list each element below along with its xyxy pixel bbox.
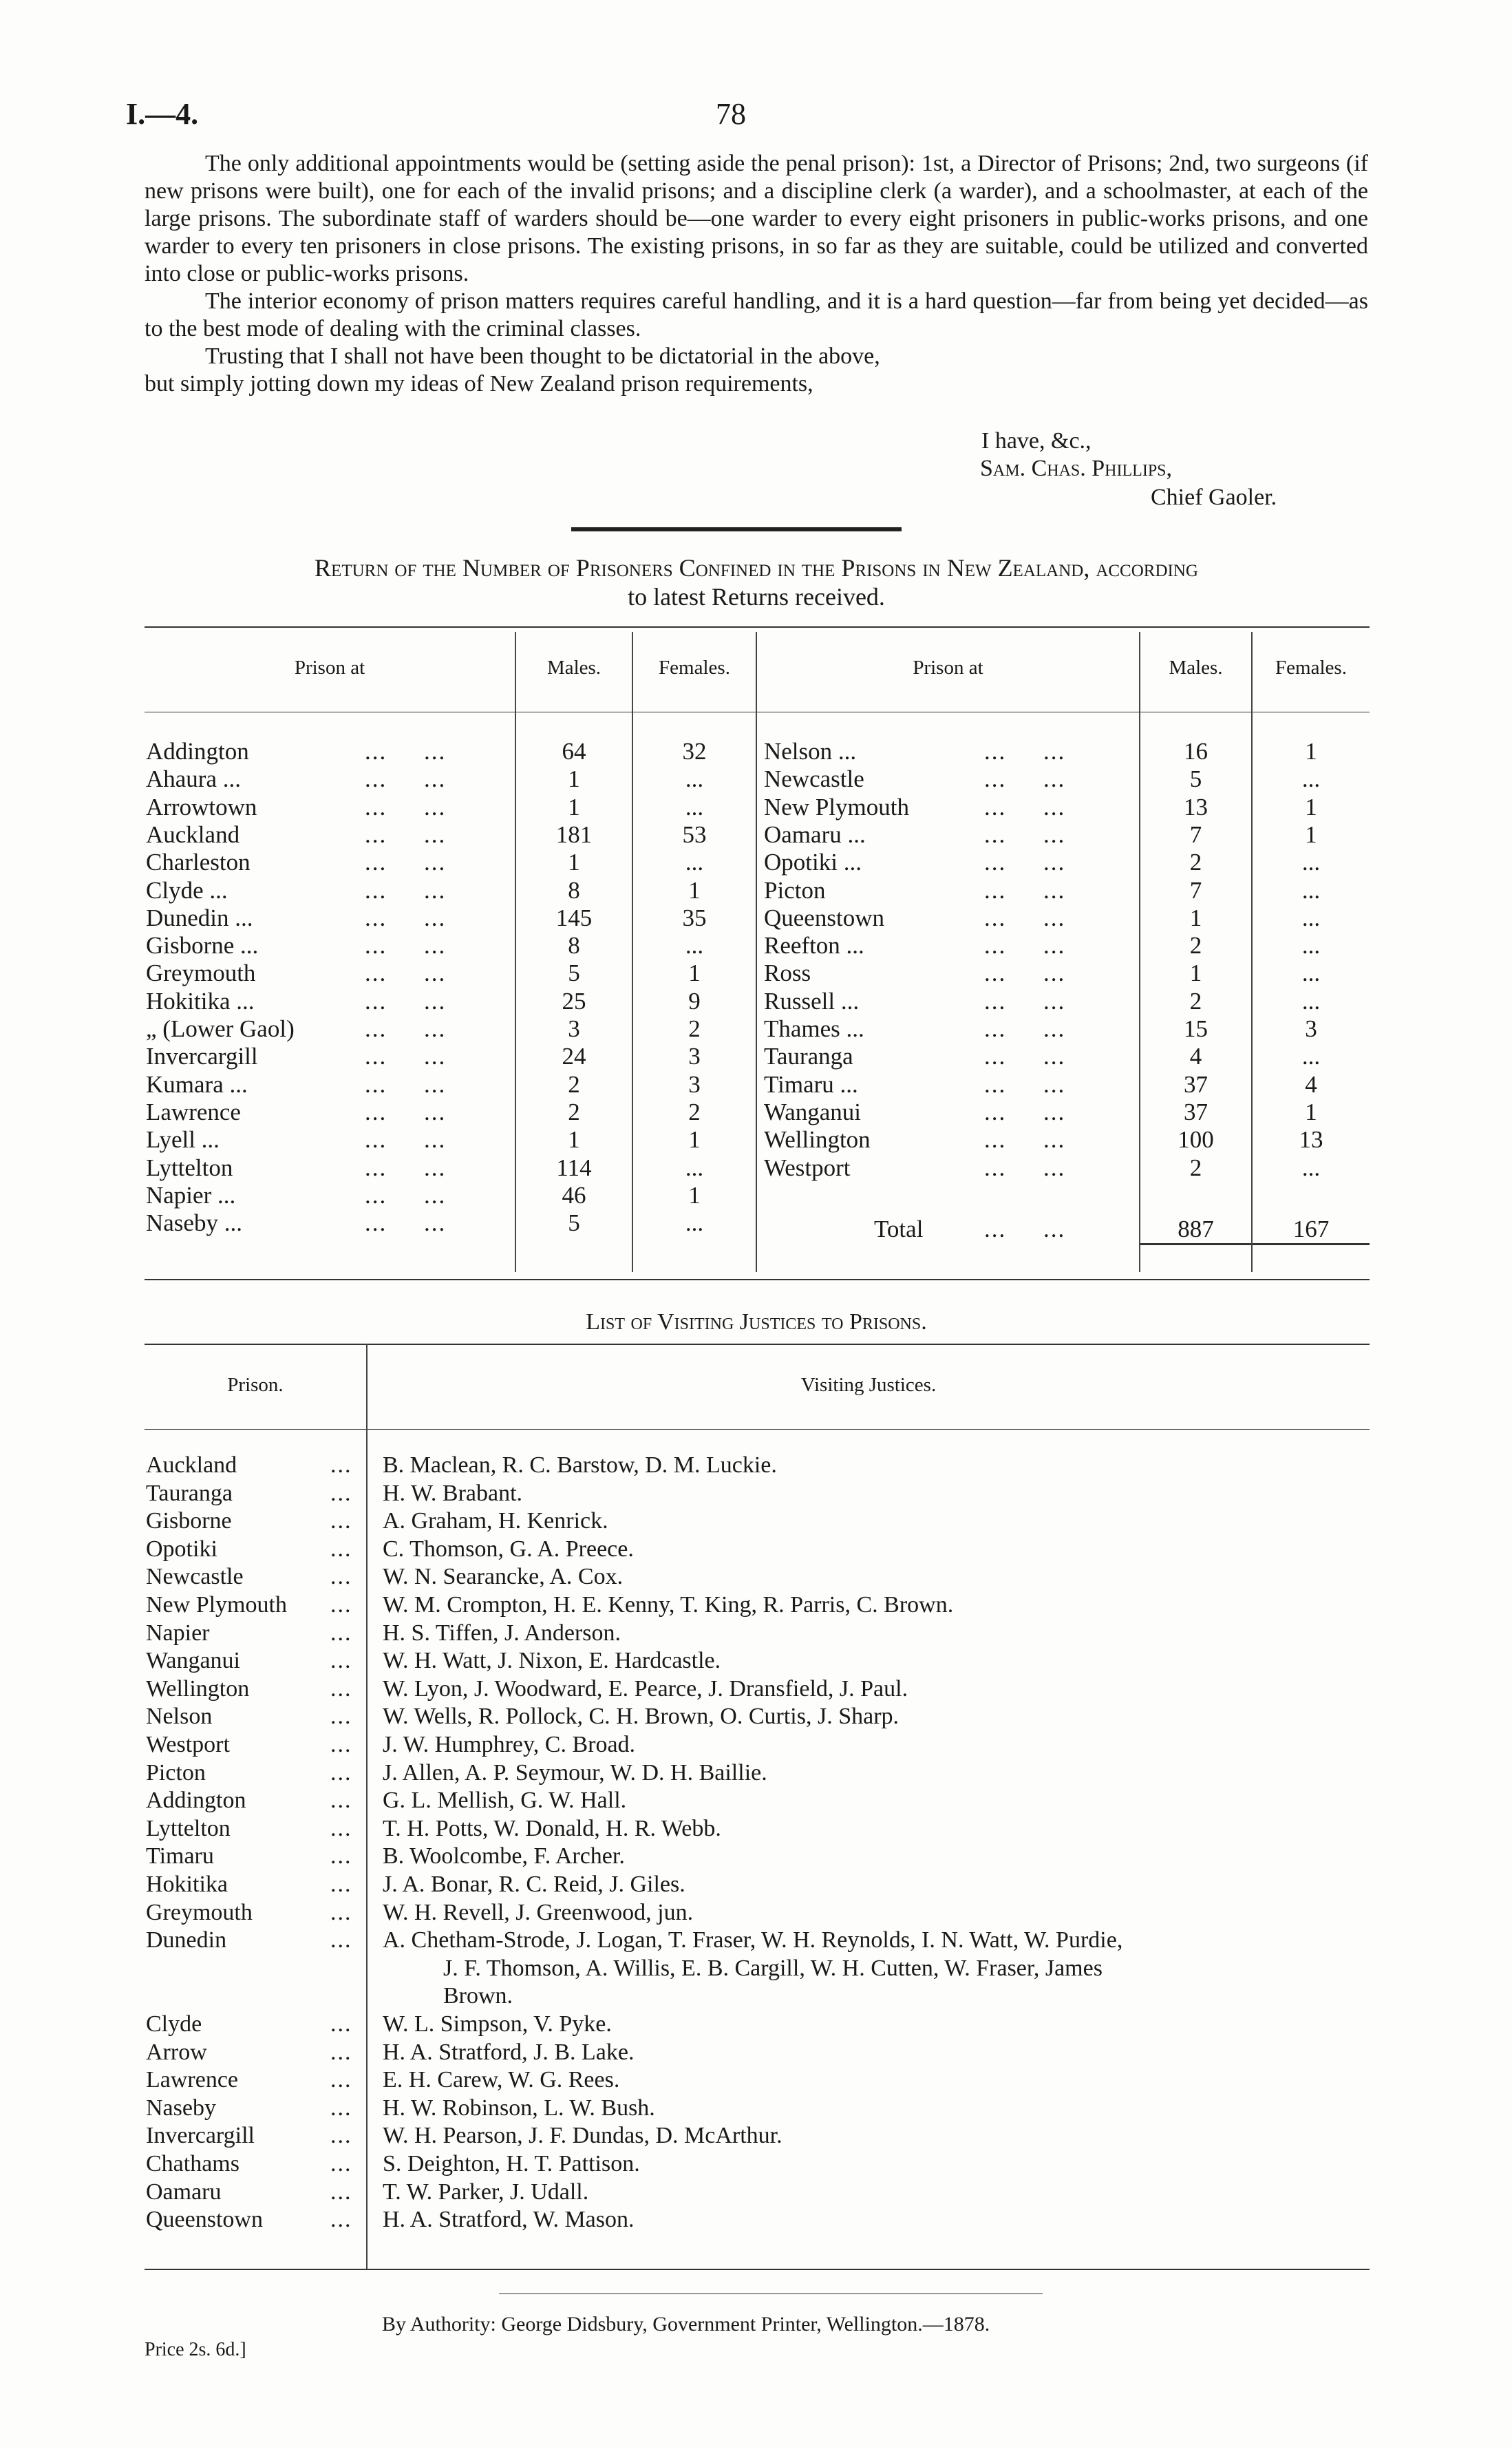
leader-dots: ... (330, 1704, 352, 1730)
visiting-justices: J. Allen, A. P. Seymour, W. D. H. Baillie. (383, 1759, 767, 1786)
leader-dots: ... ... (365, 793, 447, 820)
leader-dots: ... ... (365, 987, 447, 1015)
visiting-justices: H. A. Stratford, W. Mason. (383, 2207, 635, 2233)
justice-prison-name: Gisborne (146, 1508, 232, 1534)
leader-dots: ... (330, 1788, 352, 1814)
leader-dots: ... (330, 2095, 352, 2121)
visiting-justices: E. H. Carew, W. G. Rees. (383, 2067, 620, 2093)
leader-dots: ... ... (984, 1154, 1066, 1181)
justice-prison-name: Opotiki (146, 1536, 217, 1562)
leader-dots: ... (330, 1648, 352, 1674)
prison-name: Timaru ... (764, 1070, 858, 1098)
leader-dots: ... ... (365, 738, 447, 765)
visiting-justices: T. H. Potts, W. Donald, H. R. Webb. (383, 1815, 721, 1841)
females-count: 9 (688, 987, 701, 1015)
prison-name: Picton (764, 876, 826, 904)
prison-name: Addington (146, 738, 249, 765)
visiting-justices: W. L. Simpson, V. Pyke. (383, 2011, 612, 2037)
justice-prison-name: Timaru (146, 1843, 214, 1869)
leader-dots: ... (330, 1732, 352, 1757)
leader-dots: ... (330, 1927, 352, 1953)
page-number: 78 (716, 97, 746, 131)
males-count: 1 (568, 765, 580, 793)
males-count: 15 (1184, 1015, 1208, 1042)
leader-dots: ... ... (984, 820, 1066, 848)
leader-dots: ... ... (984, 876, 1066, 904)
justices-header-rule (145, 1429, 1370, 1430)
prison-name: Wanganui (764, 1098, 862, 1125)
males-count: 100 (1178, 1126, 1214, 1154)
justice-prison-name: Lyttelton (146, 1815, 231, 1841)
prison-name: „ (Lower Gaol) (146, 1015, 295, 1042)
females-count: ... (1301, 1043, 1321, 1070)
header-justices: Visiting Justices. (800, 1374, 937, 1396)
intro-text (145, 150, 1368, 398)
visiting-justices: J. F. Thomson, A. Willis, E. B. Cargill, W. H. Cutten, W. Fraser, James (443, 1955, 1103, 1981)
females-count: 32 (682, 738, 707, 765)
justice-prison-name: Napier (146, 1620, 210, 1646)
return-title-line2: to latest Returns received. (628, 583, 885, 611)
prison-name: Dunedin ... (146, 904, 253, 931)
leader-dots: ... ... (365, 1015, 447, 1042)
visiting-justices: W. H. Pearson, J. F. Dundas, D. McArthur. (383, 2123, 782, 2149)
females-count: ... (1301, 904, 1321, 931)
males-count: 37 (1184, 1098, 1208, 1125)
males-count: 5 (568, 1209, 580, 1237)
prison-name: Westport (764, 1154, 851, 1181)
males-count: 2 (1189, 987, 1202, 1015)
leader-dots: ... (330, 1759, 352, 1786)
leader-dots: ... ... (984, 987, 1066, 1015)
justice-prison-name: Wanganui (146, 1648, 240, 1674)
males-count: 8 (568, 932, 580, 960)
prison-name: Opotiki ... (764, 849, 862, 876)
females-count: ... (1301, 1154, 1321, 1181)
justice-prison-name: Chathams (146, 2151, 239, 2176)
males-count: 7 (1189, 820, 1202, 848)
females-count: 13 (1299, 1126, 1323, 1154)
females-count: 3 (1305, 1015, 1317, 1042)
return-title-line1: Return of the Number of Prisoners Confined in the Prisons in New Zealand, according (315, 554, 1198, 582)
females-count: ... (685, 1154, 704, 1181)
leader-dots: ... ... (365, 1126, 447, 1154)
justice-prison-name: Westport (146, 1732, 230, 1757)
females-count: 1 (688, 960, 701, 987)
females-count: 3 (688, 1043, 701, 1070)
return-table-title (145, 553, 1368, 611)
leader-dots: ... ... (984, 1070, 1066, 1098)
leader-dots: ... (330, 1480, 352, 1506)
males-count: 2 (1189, 1154, 1202, 1181)
leader-dots: ... ... (984, 793, 1066, 820)
leader-dots: ... ... (984, 1126, 1066, 1154)
header-females-left: Females. (659, 657, 730, 679)
intro-paragraph: Trusting that I shall not have been thought to be dictatorial in the above, but simply jotting down my ideas of New Zealand prison requirements, (145, 343, 880, 396)
leader-dots: ... (330, 1536, 352, 1562)
justice-prison-name: Wellington (146, 1675, 250, 1702)
males-count: 2 (1189, 932, 1202, 960)
males-count: 5 (1189, 765, 1202, 793)
females-count: ... (1301, 849, 1321, 876)
justice-prison-name: Naseby (146, 2095, 216, 2121)
leader-dots: ... ... (365, 1154, 447, 1181)
header-prison-right: Prison at (913, 657, 983, 679)
table-bottom-rule (145, 1279, 1370, 1280)
prison-name: New Plymouth (764, 793, 909, 820)
visiting-justices: J. A. Bonar, R. C. Reid, J. Giles. (383, 1872, 685, 1897)
females-count: ... (1301, 987, 1321, 1015)
females-count: 35 (682, 904, 707, 931)
males-count: 25 (562, 987, 586, 1015)
visiting-justices: B. Woolcombe, F. Archer. (383, 1843, 625, 1869)
visiting-justices: H. W. Brabant. (383, 1480, 523, 1506)
visiting-justices: W. Lyon, J. Woodward, E. Pearce, J. Dransfield, J. Paul. (383, 1675, 908, 1702)
leader-dots: ... (330, 2123, 352, 2149)
leader-dots: ... ... (365, 820, 447, 848)
leader-dots: ... ... (365, 1043, 447, 1070)
males-count: 64 (562, 738, 586, 765)
table-top-rule (145, 626, 1370, 628)
leader-dots: ... ... (365, 1070, 447, 1098)
leader-dots: ... (330, 1564, 352, 1590)
visiting-justices: H. S. Tiffen, J. Anderson. (383, 1620, 621, 1646)
females-count: ... (685, 849, 704, 876)
justice-prison-name: Arrow (146, 2039, 207, 2065)
justice-prison-name: New Plymouth (146, 1592, 287, 1618)
justice-prison-name: Nelson (146, 1704, 213, 1730)
header-prison-left: Prison at (294, 657, 365, 679)
prison-name: Gisborne ... (146, 932, 259, 960)
leader-dots: ... (330, 2179, 352, 2205)
justice-prison-name: Hokitika (146, 1872, 228, 1897)
prison-name: Lyell ... (146, 1126, 220, 1154)
leader-dots: ... ... (984, 765, 1066, 793)
females-count: 1 (1305, 820, 1317, 848)
leader-dots: ... (330, 1675, 352, 1702)
females-count: 1 (688, 1181, 701, 1209)
females-count: 1 (1305, 793, 1317, 820)
leader-dots: ... ... (365, 904, 447, 931)
justice-prison-name: Queenstown (146, 2207, 263, 2233)
prison-name: Kumara ... (146, 1070, 248, 1098)
females-count: 53 (682, 820, 707, 848)
justice-prison-name: Auckland (146, 1452, 237, 1478)
leader-dots: ... ... (984, 960, 1066, 987)
leader-dots: ... (330, 2151, 352, 2176)
total-females: 167 (1292, 1216, 1330, 1242)
females-count: ... (1301, 960, 1321, 987)
signature-closing: I have, &c., (981, 428, 1092, 454)
visiting-justices: J. W. Humphrey, C. Broad. (383, 1732, 636, 1757)
justices-top-rule (145, 1344, 1370, 1345)
leader-dots: ... ... (365, 876, 447, 904)
visiting-justices: W. M. Crompton, H. E. Kenny, T. King, R. Parris, C. Brown. (383, 1592, 954, 1618)
prison-name: Wellington (764, 1126, 871, 1154)
justice-prison-name: Dunedin (146, 1927, 227, 1953)
males-count: 13 (1184, 793, 1208, 820)
prison-name: Ross (764, 960, 811, 987)
prison-name: Newcastle (764, 765, 864, 793)
males-count: 3 (568, 1015, 580, 1042)
visiting-justices: S. Deighton, H. T. Pattison. (383, 2151, 640, 2176)
visiting-justices: W. H. Watt, J. Nixon, E. Hardcastle. (383, 1648, 721, 1674)
prison-name: Charleston (146, 849, 251, 876)
justice-prison-name: Greymouth (146, 1899, 253, 1925)
leader-dots: ... (330, 1508, 352, 1534)
justices-table-title: List of Visiting Justices to Prisons. (586, 1309, 927, 1335)
leader-dots: ... (330, 1843, 352, 1869)
females-count: ... (1301, 932, 1321, 960)
leader-dots: ... ... (365, 1181, 447, 1209)
signature-title: Chief Gaoler. (1151, 485, 1277, 510)
leader-dots: ... ... (984, 1216, 1066, 1242)
males-count: 2 (1189, 849, 1202, 876)
leader-dots: ... ... (365, 849, 447, 876)
justices-bottom-rule (145, 2269, 1370, 2270)
males-count: 16 (1184, 738, 1208, 765)
intro-paragraph: The only additional appointments would be (setting aside the penal prison): 1st, a Director of Prisons; 2nd, two surgeons (if new prisons were built), one for each of the invalid prisons; and a discipline clerk (a warder), and a schoolmaster, at each of the large prisons. The subordinate staff of warders should be—one warder to every eight prisoners in public-works prisons, and one warder to every ten prisoners in close prisons. The existing prisons, in so far as they are suitable, could be utilized and converted into close or public-works prisons. (145, 151, 1368, 286)
prison-name: Thames ... (764, 1015, 864, 1042)
prison-name: Nelson ... (764, 738, 857, 765)
visiting-justices: T. W. Parker, J. Udall. (383, 2179, 589, 2205)
males-count: 1 (568, 793, 580, 820)
males-count: 37 (1184, 1070, 1208, 1098)
females-count: 1 (1305, 738, 1317, 765)
visiting-justices: B. Maclean, R. C. Barstow, D. M. Luckie. (383, 1452, 777, 1478)
prison-name: Arrowtown (146, 793, 257, 820)
authority-line: By Authority: George Didsbury, Government Printer, Wellington.—1878. (382, 2313, 990, 2335)
leader-dots: ... (330, 1592, 352, 1618)
leader-dots: ... (330, 2207, 352, 2233)
females-count: ... (685, 765, 704, 793)
justice-prison-name: Picton (146, 1759, 206, 1786)
leader-dots: ... ... (984, 932, 1066, 960)
males-count: 24 (562, 1043, 586, 1070)
leader-dots: ... ... (984, 904, 1066, 931)
males-count: 114 (556, 1154, 592, 1181)
leader-dots: ... ... (365, 1098, 447, 1125)
leader-dots: ... ... (984, 738, 1066, 765)
males-count: 1 (568, 1126, 580, 1154)
total-males: 887 (1178, 1216, 1214, 1242)
leader-dots: ... ... (984, 1015, 1066, 1042)
visiting-justices: W. N. Searancke, A. Cox. (383, 1564, 624, 1590)
justice-prison-name: Addington (146, 1788, 246, 1814)
visiting-justices: W. Wells, R. Pollock, C. H. Brown, O. Curtis, J. Sharp. (383, 1704, 899, 1730)
leader-dots: ... (330, 1899, 352, 1925)
justice-prison-name: Invercargill (146, 2123, 255, 2149)
males-count: 4 (1189, 1043, 1202, 1070)
prison-name: Greymouth (146, 960, 256, 987)
header-males-right: Males. (1169, 657, 1223, 679)
females-count: ... (1301, 765, 1321, 793)
document-reference: I.—4. (126, 97, 199, 131)
males-count: 2 (568, 1070, 580, 1098)
price-line: Price 2s. 6d.] (145, 2339, 246, 2360)
prison-name: Auckland (146, 820, 240, 848)
justice-prison-name: Lawrence (146, 2067, 239, 2093)
females-count: ... (685, 1209, 704, 1237)
prison-name: Naseby ... (146, 1209, 242, 1237)
males-count: 7 (1189, 876, 1202, 904)
females-count: 3 (688, 1070, 701, 1098)
prison-name: Queenstown (764, 904, 884, 931)
total-rule (1139, 1243, 1370, 1245)
females-count: ... (1301, 876, 1321, 904)
females-count: 1 (688, 1126, 701, 1154)
justice-prison-name: Clyde (146, 2011, 202, 2037)
visiting-justices: H. W. Robinson, L. W. Bush. (383, 2095, 655, 2121)
leader-dots: ... ... (365, 1209, 447, 1237)
justices-column-divider (366, 1344, 368, 2269)
visiting-justices: G. L. Mellish, G. W. Hall. (383, 1788, 627, 1814)
leader-dots: ... (330, 1620, 352, 1646)
leader-dots: ... (330, 2039, 352, 2065)
section-divider (571, 527, 902, 531)
prison-name: Invercargill (146, 1043, 258, 1070)
prison-name: Russell ... (764, 987, 860, 1015)
males-count: 181 (555, 820, 593, 848)
males-count: 1 (1189, 904, 1202, 931)
visiting-justices: Brown. (443, 1983, 513, 2009)
prison-name: Napier ... (146, 1181, 236, 1209)
prison-name: Lyttelton (146, 1154, 233, 1181)
males-count: 46 (562, 1181, 586, 1209)
justice-prison-name: Tauranga (146, 1480, 233, 1506)
males-count: 5 (568, 960, 580, 987)
leader-dots: ... ... (365, 932, 447, 960)
leader-dots: ... (330, 2067, 352, 2093)
visiting-justices: W. H. Revell, J. Greenwood, jun. (383, 1899, 694, 1925)
header-females-right: Females. (1275, 657, 1347, 679)
intro-paragraph: The interior economy of prison matters requires careful handling, and it is a hard question—far from being yet decided—as to the best mode of dealing with the criminal classes. (145, 288, 1368, 341)
prison-name: Lawrence (146, 1098, 241, 1125)
leader-dots: ... (330, 1872, 352, 1897)
males-count: 8 (568, 876, 580, 904)
leader-dots: ... (330, 2011, 352, 2037)
males-count: 145 (555, 904, 593, 931)
total-label: Total (874, 1216, 924, 1242)
visiting-justices: C. Thomson, G. A. Preece. (383, 1536, 634, 1562)
males-count: 2 (568, 1098, 580, 1125)
females-count: 1 (688, 876, 701, 904)
prison-name: Tauranga (764, 1043, 853, 1070)
header-prison: Prison. (227, 1374, 284, 1396)
justice-prison-name: Oamaru (146, 2179, 222, 2205)
visiting-justices: H. A. Stratford, J. B. Lake. (383, 2039, 635, 2065)
prison-name: Reefton ... (764, 932, 864, 960)
visiting-justices: A. Chetham-Strode, J. Logan, T. Fraser, W. H. Reynolds, I. N. Watt, W. Purdie, (383, 1927, 1123, 1953)
justice-prison-name: Newcastle (146, 1564, 244, 1590)
leader-dots: ... ... (365, 765, 447, 793)
leader-dots: ... (330, 1815, 352, 1841)
females-count: 2 (688, 1098, 701, 1125)
leader-dots: ... ... (984, 849, 1066, 876)
males-count: 1 (568, 849, 580, 876)
header-males-left: Males. (546, 657, 601, 679)
signature-name: Sam. Chas. Phillips, (980, 456, 1173, 481)
leader-dots: ... ... (984, 1098, 1066, 1125)
leader-dots: ... ... (984, 1043, 1066, 1070)
females-count: ... (685, 932, 704, 960)
prison-name: Oamaru ... (764, 820, 866, 848)
column-divider (756, 632, 757, 1272)
leader-dots: ... ... (365, 960, 447, 987)
prison-name: Clyde ... (146, 876, 228, 904)
prison-name: Ahaura ... (146, 765, 242, 793)
females-count: 4 (1305, 1070, 1317, 1098)
prison-name: Hokitika ... (146, 987, 255, 1015)
females-count: 1 (1305, 1098, 1317, 1125)
females-count: ... (685, 793, 704, 820)
leader-dots: ... (330, 1452, 352, 1478)
females-count: 2 (688, 1015, 701, 1042)
visiting-justices: A. Graham, H. Kenrick. (383, 1508, 608, 1534)
males-count: 1 (1189, 960, 1202, 987)
